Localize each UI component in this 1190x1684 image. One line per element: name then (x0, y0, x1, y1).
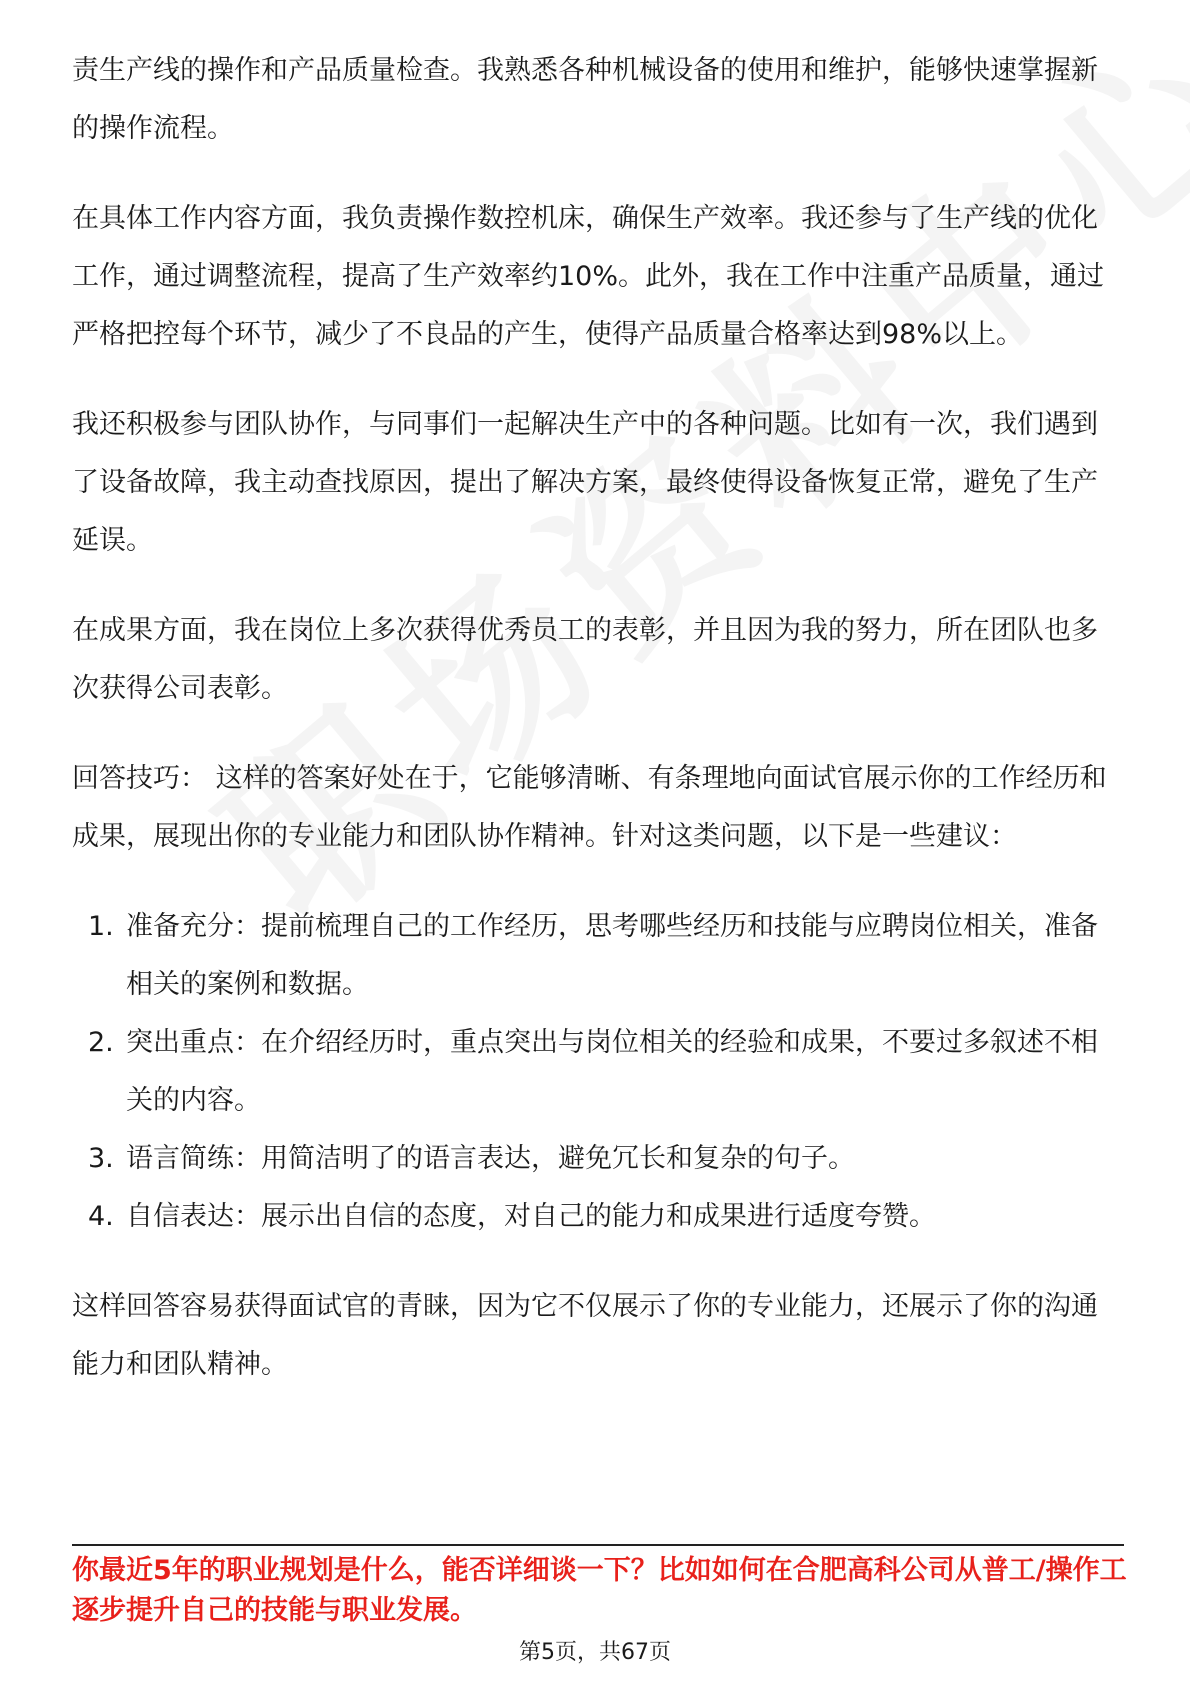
list-item-text: 自信表达：展示出自信的态度，对自己的能力和成果进行适度夸赞。 (126, 1201, 936, 1232)
section-divider (72, 1544, 1124, 1546)
list-item (72, 1188, 1122, 1246)
list-item-number: 4. (88, 1201, 114, 1232)
tips-list (72, 898, 1122, 1246)
list-item-number: 2. (88, 1027, 114, 1058)
list-item-text: 语言简练：用简洁明了的语言表达，避免冗长和复杂的句子。 (126, 1143, 855, 1174)
list-item (72, 898, 1122, 1014)
paragraph-achievements: 在成果方面，我在岗位上多次获得优秀员工的表彰，并且因为我的努力，所在团队也多次获得公司表彰。 (72, 615, 1098, 704)
list-item-text: 突出重点：在介绍经历时，重点突出与岗位相关的经验和成果，不要过多叙述不相关的内容。 (126, 1027, 1098, 1116)
paragraph-teamwork: 我还积极参与团队协作，与同事们一起解决生产中的各种问题。比如有一次，我们遇到了设备故障，我主动查找原因，提出了解决方案，最终使得设备恢复正常，避免了生产延误。 (72, 409, 1098, 556)
document-body (72, 42, 1122, 1426)
list-item-number: 1. (88, 911, 114, 942)
paragraph-experience: 责生产线的操作和产品质量检查。我熟悉各种机械设备的使用和维护，能够快速掌握新的操作流程。 (72, 55, 1098, 144)
paragraph-work-content: 在具体工作内容方面，我负责操作数控机床，确保生产效率。我还参与了生产线的优化工作，通过调整流程，提高了生产效率约10%。此外，我在工作中注重产品质量，通过严格把控每个环节，减少了不良品的产生，使得产品质量合格率达到98%以上。 (72, 203, 1105, 350)
next-question-heading: 你最近5年的职业规划是什么，能否详细谈一下？比如如何在合肥高科公司从普工/操作工逐步提升自己的技能与职业发展。 (72, 1555, 1127, 1626)
list-item-text: 准备充分：提前梳理自己的工作经历，思考哪些经历和技能与应聘岗位相关，准备相关的案例和数据。 (126, 911, 1098, 1000)
page-number: 第5页，共67页 (519, 1640, 671, 1665)
list-item (72, 1130, 1122, 1188)
paragraph-closing: 这样回答容易获得面试官的青睐，因为它不仅展示了你的专业能力，还展示了你的沟通能力和团队精神。 (72, 1291, 1098, 1380)
paragraph-answer-tips: 回答技巧： 这样的答案好处在于，它能够清晰、有条理地向面试官展示你的工作经历和成果，展现出你的专业能力和团队协作精神。针对这类问题，以下是一些建议： (72, 763, 1107, 852)
list-item-number: 3. (88, 1143, 114, 1174)
list-item (72, 1014, 1122, 1130)
